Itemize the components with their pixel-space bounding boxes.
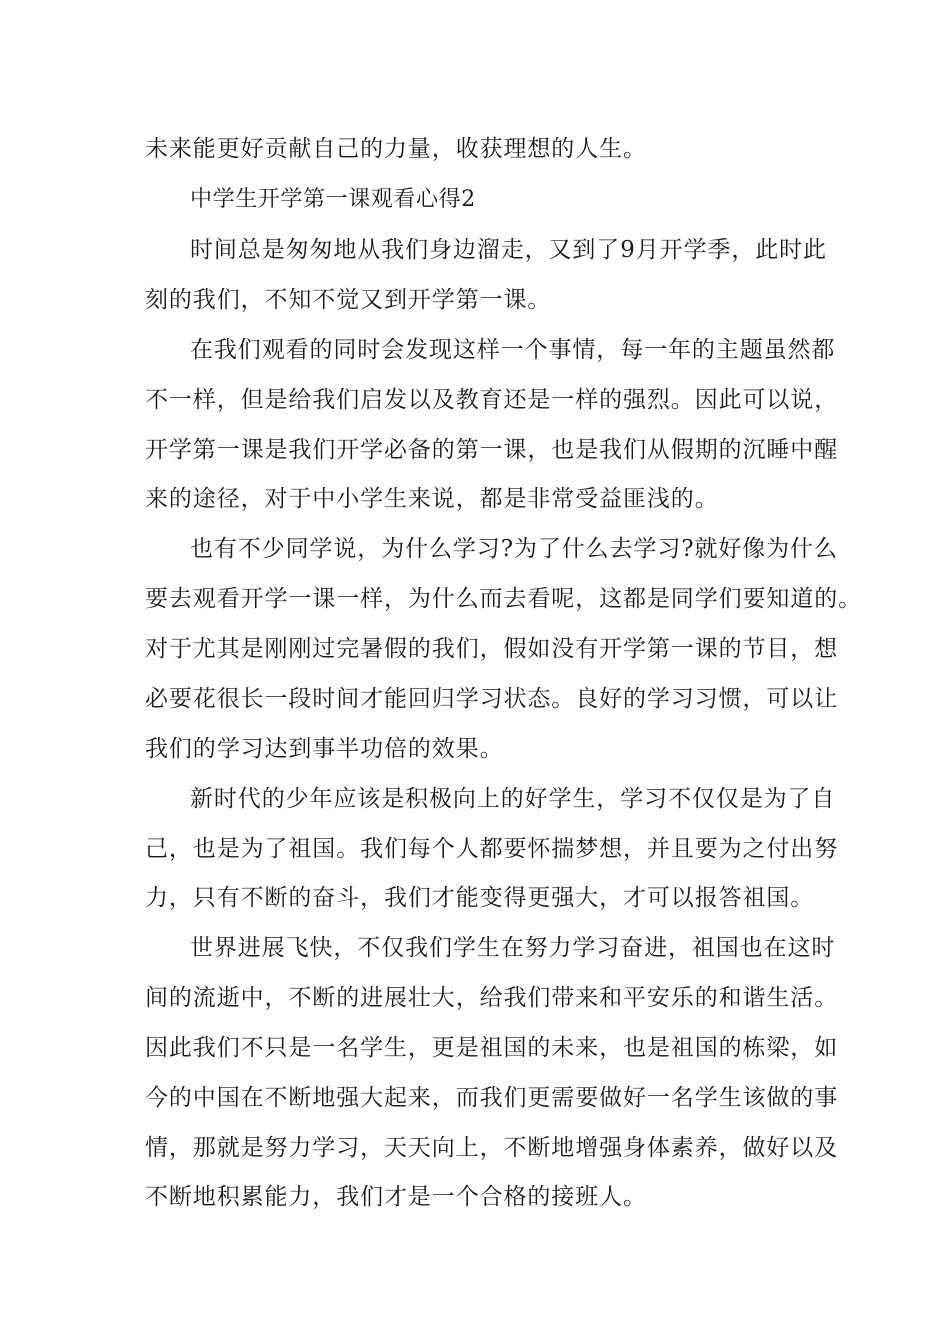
- text-line: 情，那就是努力学习，天天向上，不断地增强身体素养，做好以及: [145, 1135, 839, 1161]
- text-line: 对于尤其是刚刚过完暑假的我们，假如没有开学第一课的节目，想: [145, 636, 839, 662]
- text-line: 未来能更好贡献自己的力量，收获理想的人生。: [145, 136, 647, 162]
- paragraph-first-line: 新时代的少年应该是积极向上的好学生，学习不仅仅是为了自: [190, 786, 836, 812]
- text-line: 不断地积累能力，我们才是一个合格的接班人。: [145, 1184, 647, 1210]
- text-line: 我们的学习达到事半功倍的效果。: [145, 736, 504, 762]
- paragraph-first-line: 在我们观看的同时会发现这样一个事情，每一年的主题虽然都: [190, 337, 836, 363]
- text-line: 因此我们不只是一名学生，更是祖国的未来，也是祖国的栋梁，如: [145, 1035, 839, 1061]
- text-line: 间的流逝中，不断的进展壮大，给我们带来和平安乐的和谐生活。: [145, 985, 839, 1011]
- text-line: 今的中国在不断地强大起来，而我们更需要做好一名学生该做的事: [145, 1085, 839, 1111]
- section-heading: 中学生开学第一课观看心得2: [190, 187, 476, 212]
- text-line: 开学第一课是我们开学必备的第一课，也是我们从假期的沉睡中醒: [145, 437, 839, 463]
- paragraph-first-line: 时间总是匆匆地从我们身边溜走，又到了9月开学季，此时此: [190, 237, 827, 263]
- text-line: 必要花很长一段时间才能回归学习状态。良好的学习习惯，可以让: [145, 686, 839, 712]
- text-line: 刻的我们，不知不觉又到开学第一课。: [145, 287, 552, 313]
- text-line: 己，也是为了祖国。我们每个人都要怀揣梦想，并且要为之付出努: [145, 836, 839, 862]
- text-line: 来的途径，对于中小学生来说，都是非常受益匪浅的。: [145, 486, 719, 512]
- paragraph-first-line: 世界进展飞快，不仅我们学生在努力学习奋进，祖国也在这时: [190, 935, 836, 961]
- text-line: 不一样，但是给我们启发以及教育还是一样的强烈。因此可以说，: [145, 387, 839, 413]
- text-line: 力，只有不断的奋斗，我们才能变得更强大，才可以报答祖国。: [145, 885, 815, 911]
- text-line: 要去观看开学一课一样，为什么而去看呢，这都是同学们要知道的。: [145, 586, 862, 612]
- paragraph-first-line: 也有不少同学说，为什么学习?为了什么去学习?就好像为什么: [190, 536, 838, 562]
